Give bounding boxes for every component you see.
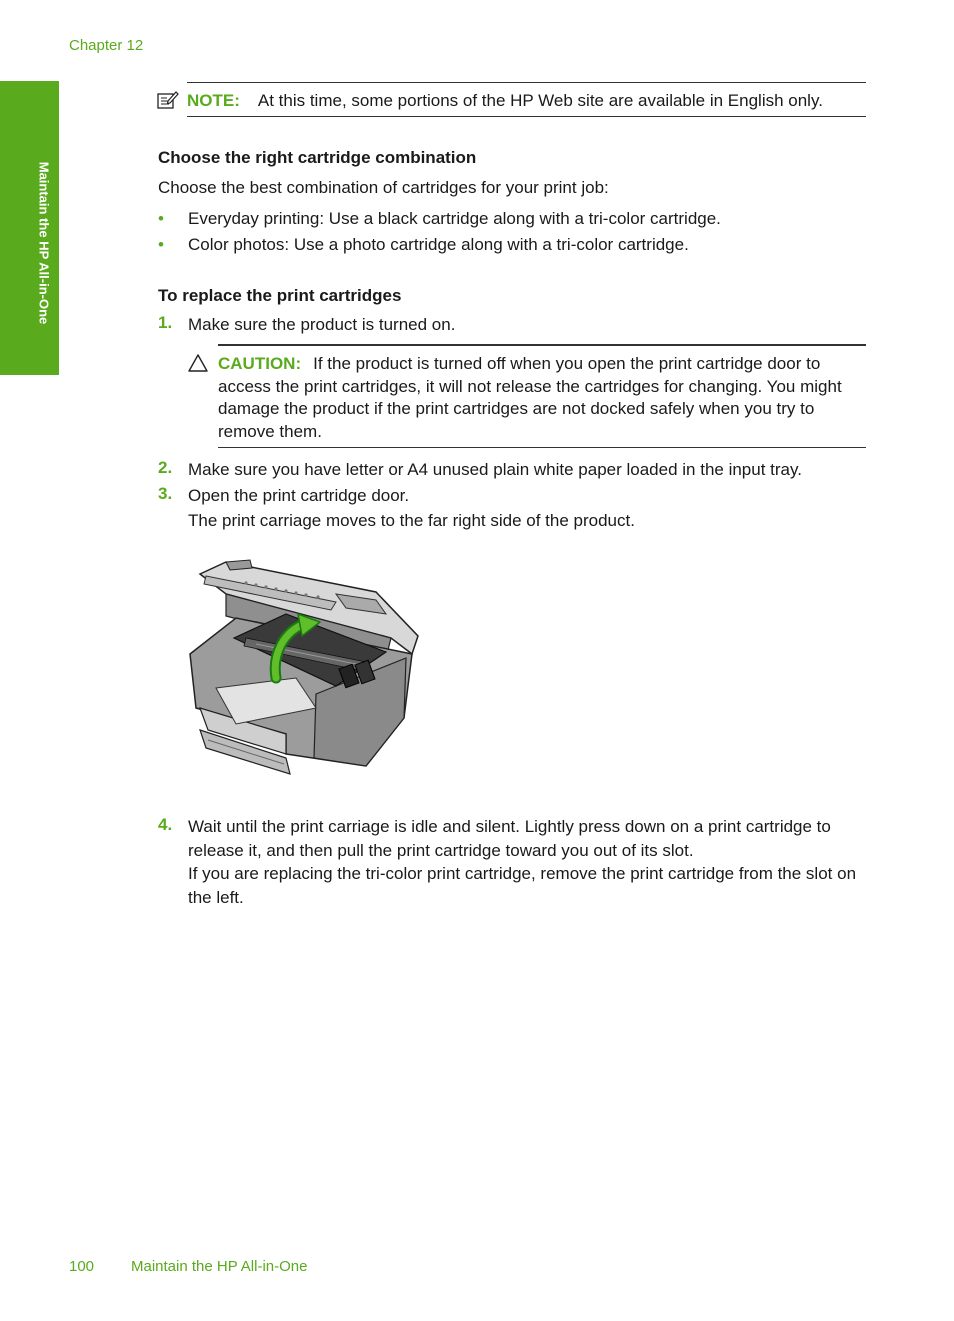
step-subtext: If you are replacing the tri-color print cartridge, remove the print cartridge from the slot on the left. [188, 864, 857, 907]
note-box [187, 82, 866, 117]
note-text: At this time, some portions of the HP Web site are available in English only. [257, 91, 823, 110]
list-item-text: Everyday printing: Use a black cartridge along with a tri-color cartridge. [188, 209, 721, 228]
note-pencil-icon [157, 90, 179, 110]
bullet-dot: • [158, 235, 164, 254]
caution-label: CAUTION: [218, 354, 302, 373]
chapter-label: Chapter 12 [69, 37, 144, 54]
section-heading-combination: Choose the right cartridge combination [158, 148, 477, 167]
page-number: 100 [69, 1258, 95, 1275]
step-subtext: The print carriage moves to the far right side of the product. [188, 511, 635, 530]
side-tab [0, 81, 59, 375]
step-text: Wait until the print carriage is idle and silent. Lightly press down on a print cartridge to release it, and then pull the print cartridge toward you out of its slot. [188, 817, 831, 860]
section-intro: Choose the best combination of cartridges for your print job: [158, 178, 609, 197]
step-text: Make sure you have letter or A4 unused plain white paper loaded in the input tray. [188, 460, 802, 479]
printer-open-cartridge-door-illustration [186, 558, 422, 778]
footer-title: Maintain the HP All-in-One [131, 1258, 308, 1275]
caution-box [218, 344, 866, 448]
caution-text: If the product is turned off when you open the print cartridge door to access the print cartridges, it will not release the cartridges for changing. You might damage the product if the print cartridges are not docked safely when you try to remove them. [218, 354, 842, 441]
step-number: 2. [158, 458, 173, 477]
section-heading-replace: To replace the print cartridges [158, 286, 402, 305]
note-label: NOTE: [187, 91, 240, 110]
side-tab-label: Maintain the HP All-in-One [36, 161, 52, 325]
step-text: Open the print cartridge door. [188, 486, 410, 505]
step-number: 1. [158, 313, 173, 332]
list-item-text: Color photos: Use a photo cartridge along with a tri-color cartridge. [188, 235, 689, 254]
step-number: 3. [158, 484, 173, 503]
warning-triangle-icon [188, 354, 208, 372]
step-number: 4. [158, 815, 173, 834]
step-text: Make sure the product is turned on. [188, 315, 456, 334]
bullet-dot: • [158, 209, 164, 228]
